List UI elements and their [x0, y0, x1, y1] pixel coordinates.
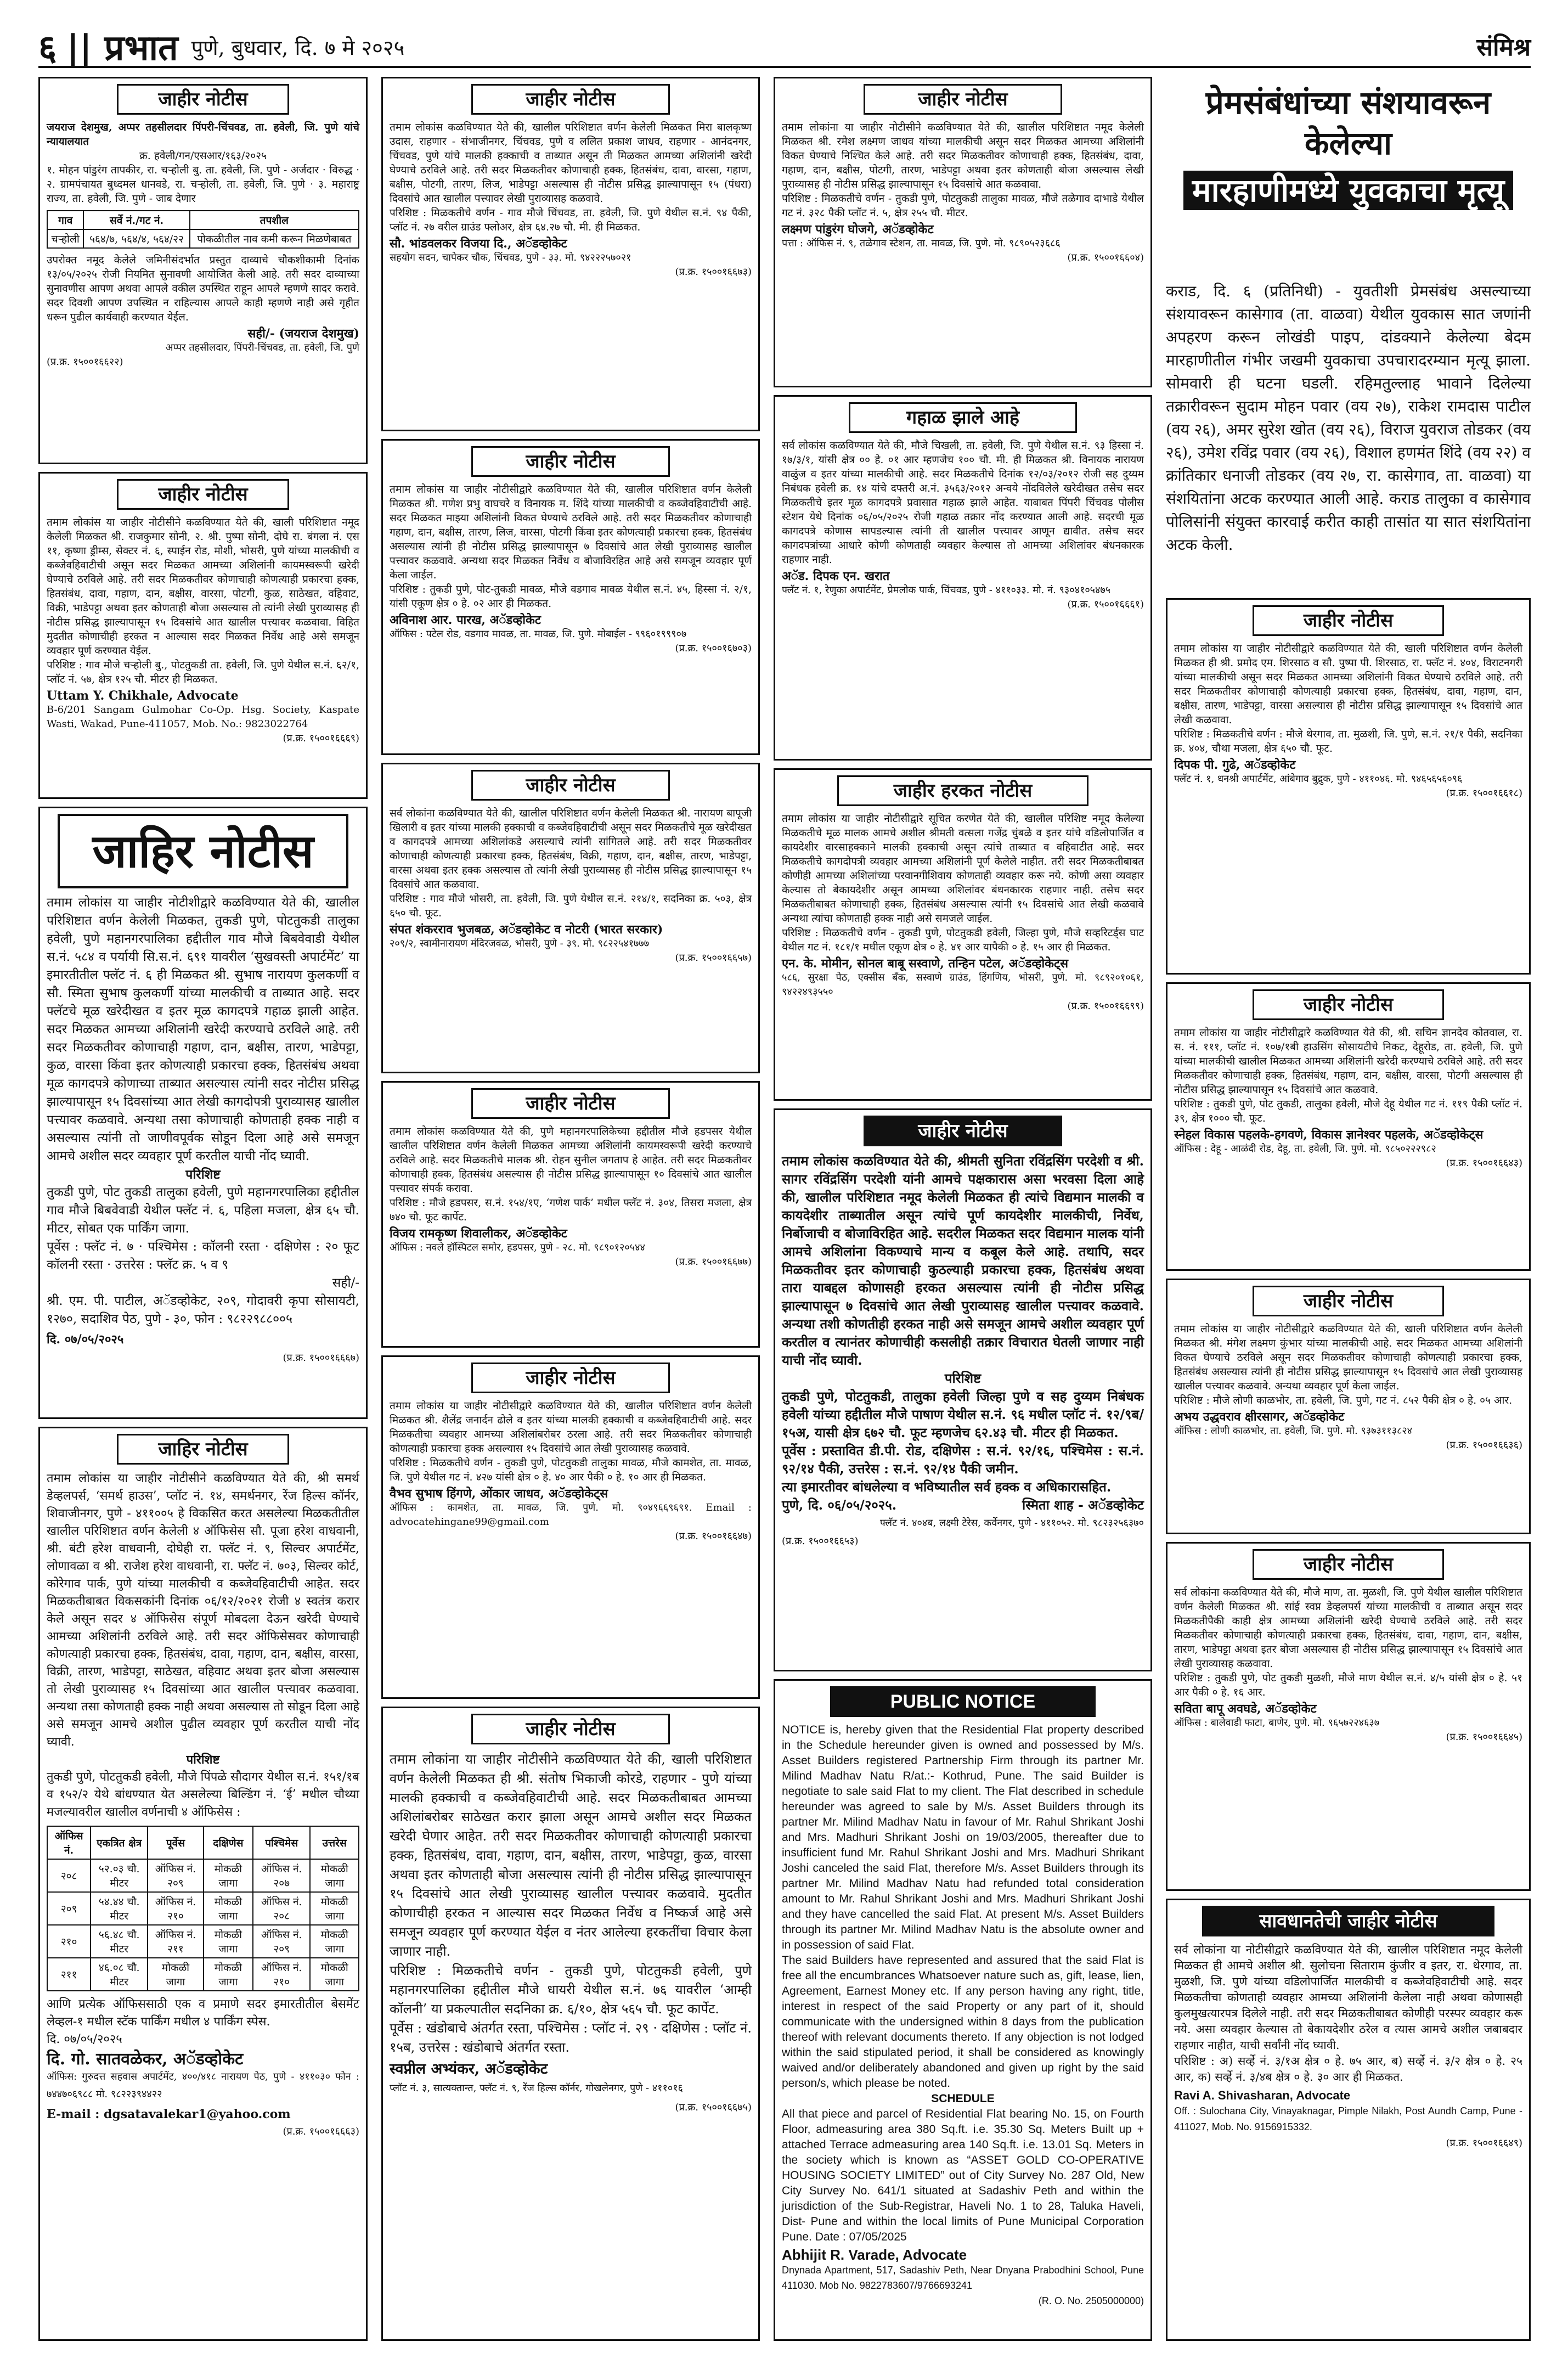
table-row: [47, 1892, 359, 1925]
schedule-text: परिशिष्ट : मिळकतीचे वर्णन - तुकडी पुणे, पोटतुकडी तालुका मावळ, मौजे कामशेत, ता. मावळ, जि. पुणे येथील गट नं. ४२७ यांसी क्षेत्र ० हे. ४० आर पैकी ० हे. १० आर ही मिळकत.: [390, 1457, 752, 1483]
schedule-text: परिशिष्ट : मौजे हडपसर, स.नं. १५४/१ए, ‘गणेश पार्क’ मधील फ्लॅट नं. ३०४, तिसरा मजला, क्षेत्र ७४० चौ. फूट कार्पेट.: [390, 1197, 752, 1223]
notice-place: पुणे,: [782, 1497, 804, 1513]
notice-body: [383, 119, 758, 280]
schedule-text: परिशिष्ट : मिळकतीचे वर्णन - तुकडी पुणे, पोटतुकडी तालुका मावळ, मौजे तळेगाव दाभाडे येथील गट नं. ३२८ पैकी प्लॉट नं. ५, क्षेत्र २५५ चौ. मीटर.: [782, 193, 1144, 219]
advocate-address: ऑफिस : बालेवाडी फाटा, बाणेर, पुणे. मो. ९६५७२२४६३७: [1174, 1717, 1380, 1729]
notice-paragraph: तमाम लोकांस या जाहीर नोटीसीद्वारे कळविण्यात येते की, श्री. सचिन ज्ञानदेव कोतवाल, रा. स. नं. १११, प्लॉट नं. १०७/१बी हाउसिंग सोसायटीचे निकट, देहूरोड, ता. हवेली, जि. पुणे यांच्या मालकीची खालील मिळकत आमच्या अशिलांनी खरेदी करण्याचे ठरविले आहे. तरी सदर मिळकतीवर कोणाचाही हक्क, हितसंबंध, गहाण, दान, बक्षीस, वारसा, पोटगी असल्यास ही नोटीस प्रसिद्ध झाल्यापासून १५ दिवसांचे आत कळवावे.: [1174, 1027, 1522, 1096]
notice-paragraph: तमाम लोकांस या जाहीर नोटीसीद्वारे कळविण्यात येते की, खाली परिशिष्टात वर्णन केलेली मिळकत ही श्री. प्रमोद एम. शिरसाठ व सौ. पुष्पा पी. शिरसाठ, रा. फ्लॅट नं. ४०४, विराटनगरी यांच्या मालकीची असून सदर मिळकत आमच्या अशिलांनी विकत घेण्याचे ठरविले आहे. तरी सदर मिळकतीवर कोणाचाही कोणत्याही प्रकारचा हक्क, हितसंबंध, दावा, गहाण, दान, बक्षीस, तारण, भाडेपट्टा, वारसा असल्यास ही नोटीस प्रसिद्ध झाल्यापासून १५ दिवसांचे आत लेखी कळवावा.: [1174, 643, 1522, 726]
table-cell: ५६.४८ चौ. मीटर: [91, 1925, 148, 1958]
column-4: [1166, 77, 1531, 2337]
ref-number: (प्र.क्र. १५००१६६१८): [1446, 787, 1522, 799]
table-cell: २०८: [47, 1859, 91, 1892]
notice-bhosari: [381, 763, 760, 1073]
table-cell: पोकळीतील नाव कमी करून मिळणेबाबत: [190, 229, 359, 248]
schedule-text: परिशिष्ट : गाव मौजे चऱ्होली बु., पोटतुकडी ता. हवेली, जि. पुणे येथील स.नं. ६२/१, प्लॉट नं. ५७, क्षेत्र १२५ चौ. मीटर ही मिळकत.: [47, 659, 359, 685]
table-cell: मोकळी जागा: [204, 1958, 253, 1991]
notice-body: [40, 514, 366, 747]
notice-body: [40, 893, 366, 1368]
table-cell: २०९: [47, 1892, 91, 1925]
table-cell: मोकळी जागा: [204, 1925, 253, 1958]
notice-caution: [1166, 1899, 1531, 2341]
notice-dehu: [1166, 982, 1531, 1271]
schedule-title: SCHEDULE: [931, 2092, 995, 2105]
notice-paragraph: त्या इमारतीवर बांधलेल्या व भविष्यातील सर्व हक्क व अधिकारासहित.: [782, 1479, 1112, 1495]
ref-number: (प्र.क्र. १५००१६६७७): [675, 1256, 752, 1268]
notice-paragraph: सर्व लोकांना कळविण्यात येते की, खालील परिशिष्टात वर्णन केलेली मिळकत श्री. नारायण बापूजी खिलारी व इतर यांच्या मालकी हक्काची व कब्जेवहिवाटीची असून सदर मिळकतीचे मूळ खरेदीखत व कागदपत्रे आमच्या अशिलांकडे असल्याचे त्यांनी सांगितले आहे. तरी सदर मिळकतीवर कोणाचाही कोणत्याही प्रकारचा हक्क, हितसंबंध, विक्री, गहाण, दान, बक्षीस, तारण, भाडेपट्टा, वारसा अथवा इतर हक्क असल्यास तो त्यांनी लेखी पुराव्यासह ही नोटीस प्रसिद्ध झाल्यापासून १५ दिवसांचे आत कळवावा.: [390, 807, 752, 891]
notice-heading: जाहीर नोटीस: [471, 1714, 670, 1744]
column-1: [38, 77, 368, 2337]
schedule-text: परिशिष्ट : गाव मौजे भोसरी, ता. हवेली, जि. पुणे येथील स.नं. २१४/१, सदनिका क्र. ५०३, क्षेत्र ६५० चौ. फूट.: [390, 893, 752, 919]
advocate-address: ऑफिस : नवले हॉस्पिटल समोर, हडपसर, पुणे - २८. मो. ९८९०१२०५४४: [390, 1242, 645, 1253]
notice-paragraph: तमाम लोकांस या जाहीर नोटीसीद्वारे कळविण्यात येते की, खालील परिशिष्टात वर्णन केलेली मिळकत श्री. शैलेंद्र जनार्दन ढोले व इतर यांच्या मालकी हक्काची व कब्जेवहिवाटीची आहे. सदर मिळकतीचा व्यवहार आमच्या अशिलांबरोबर ठरला आहे. तरी सदर मिळकतीवर कोणाचाही कोणत्याही प्रकारचा हक्क असल्यास १५ दिवसांचे आत लेखी पुराव्यासह कळवावे.: [390, 1400, 752, 1455]
advocate-email: E-mail : dgsatavalekar1@yahoo.com: [47, 2107, 291, 2121]
notice-paragraph: तमाम लोकांना या जाहीर नोटीसीने कळविण्यात येते की, खाली परिशिष्टात वर्णन केलेली मिळकत ही श्री. संतोष भिकाजी कोरडे, राहणार - पुणे यांच्या मालकी हक्काची व कब्जेवहिवाटीची आहे. सदर मिळकतीबाबत आमच्या अशिलांबरोबर साठेखत करार झाला असून आमचे अशील सदर मिळकत खरेदी घेणार आहेत. तरी सदर मिळकतीवर कोणाचाही कोणत्याही प्रकारचा हक्क, हितसंबंध, दावा, गहाण, दान, बक्षीस, तारण, भाडेपट्टा, कुळ, वारसा अथवा इतर कोणताही बोजा असल्यास त्यांनी ही नोटीस प्रसिद्ध झाल्यापासून १५ दिवसांचे आत लेखी पुराव्यासह खालील पत्त्यावर कळवावे. मुदतीत कोणाचीही हरकत न आल्यास सदर मिळकत निर्वेध व निष्कर्ज आहे असे समजून व्यवहार पूर्ण करण्यात येईल व नंतर आलेल्या हरकतींचा विचार केला जाणार नाही.: [390, 1752, 752, 1959]
table-cell: मोकळी जागा: [310, 1859, 359, 1892]
notice-heading: जाहीर नोटीस: [117, 479, 290, 510]
boundaries: पूर्वेस : खंडोबाचे अंतर्गत रस्ता, पश्चिमेस : प्लॉट नं. २९ · दक्षिणेस : प्लॉट नं. १५ब, उत्तरेस : खंडोबाचे अंतर्गत रस्ता.: [390, 2020, 752, 2055]
advocate-address: फ्लॅट नं. १, रेणुका अपार्टमेंट, प्रेमलोक पार्क, चिंचवड, पुणे - ४११०३३. मो. नं. ९३०४१०५४७५: [782, 584, 1111, 596]
signature: सही/- (जयराज देशमुख): [247, 326, 359, 341]
schedule-title: परिशिष्ट: [944, 1370, 982, 1386]
notice-tehsildar: [38, 77, 368, 464]
advocate-address: फ्लॅट नं. ४०४ब, लक्ष्मी टेरेस, कर्वेनगर, पुणे - ४११०५२. मो. ९८२३२५६३७०: [879, 1517, 1144, 1529]
notice-place-date: [782, 1496, 896, 1514]
table-header: सर्वे नं./गट नं.: [83, 211, 189, 229]
signature: Abhijit R. Varade, Advocate: [782, 2247, 967, 2263]
signature: दि. गो. सातवळेकर, अॅडव्होकेट: [47, 2050, 244, 2069]
notice-heading: जाहीर नोटीस: [1253, 989, 1444, 1020]
advocate-address: प्लॉट नं. ३, सात्यक्तान्त, फ्लॅट नं. ९, रेंज हिल्स कॉर्नर, गोखलेनगर, पुणे - ४११०१६: [390, 2082, 683, 2094]
notice-paragraph: आणि प्रत्येक ऑफिससाठी एक व प्रमाणे सदर इमारतीतील बेसमेंट लेव्हल-१ मधील स्टॅक पार्किंग मधील ४ पार्किंग स्पेस.: [47, 1997, 359, 2029]
notice-bibwewadi-flat: [38, 807, 368, 1419]
table-cell: ऑफिस नं. २११: [148, 1925, 204, 1958]
advocate-address: ऑफिस : लोणी काळभोर, ता. हवेली, जि. पुणे. मो. ९३७३११३८२४: [1174, 1425, 1413, 1437]
table-cell: ऑफिस नं. २०७: [253, 1859, 310, 1892]
schedule-text: परिशिष्ट : तुकडी पुणे, पोट तुकडी, तालुका हवेली, मौजे देहू येथील गट नं. ११९ पैकी प्लॉट नं. ३९, क्षेत्र १००० चौ. फूट.: [1174, 1098, 1522, 1124]
boundaries: पूर्वेस : प्रस्तावित डी.पी. रोड, दक्षिणेस : स.नं. ९२/१६, पश्चिमेस : स.नं. ९२/१४ पैकी, उत्तरेस : स.नं. ९२/१४ पैकी जमीन.: [782, 1443, 1144, 1477]
ref-number: (प्र.क्र. १५००१६७०३): [675, 643, 752, 654]
signature: सविता बापू अवघडे, अॅडव्होकेट: [1174, 1702, 1317, 1716]
signature: स्मिता शाह - अॅडव्होकेट: [1022, 1497, 1144, 1513]
table-cell: ऑफिस नं. २०९: [148, 1859, 204, 1892]
table-cell: मोकळी जागा: [310, 1892, 359, 1925]
notice-chinchwad-plot: [381, 77, 760, 431]
notice-body: [775, 810, 1150, 1015]
notice-heading: जाहीर नोटीस: [471, 84, 670, 115]
notice-body: [383, 1749, 758, 2118]
notice-vadgaon-maval: [381, 439, 760, 755]
table-cell: ऑफिस नं. २०८: [253, 1892, 310, 1925]
table-cell: मोकळी जागा: [204, 1859, 253, 1892]
ref-number: (प्र.क्र. १५००१६६६३): [283, 2126, 359, 2137]
ref-number: (प्र.क्र. १५००१६६९९): [1067, 1000, 1144, 1012]
table-row: [47, 1925, 359, 1958]
table-cell: ५२.०३ चौ. मीटर: [91, 1859, 148, 1892]
column-3: [774, 77, 1152, 2337]
notice-body: [383, 1398, 758, 1545]
advocate-address: पत्ता : ऑफिस नं. ९, तळेगाव स्टेशन, ता. मावळ, जि. पुणे. मो. ९८९०५२३६८६: [782, 238, 1061, 249]
table-cell: ५६४/७, ५६४/४, ५६४/२२: [83, 229, 189, 248]
signature: विजय रामकृष्ण शिवालीकर, अॅडव्होकेट: [390, 1226, 567, 1241]
signature: Ravi A. Shivasharan, Advocate: [1174, 2088, 1351, 2102]
notice-heading: गहाळ झाले आहे: [849, 402, 1077, 433]
ref-number: (प्र.क्र. १५००१६६४५): [1446, 1731, 1522, 1743]
advocate-address: Dnynada Apartment, 517, Sadashiv Peth, Near Dnyana Prabodhini School, Pune 411030. Mob No. 9822783607/9766693241: [782, 2265, 1144, 2291]
notice-lost-documents: [774, 395, 1152, 761]
headline-line-1: प्रेमसंबंधांच्या संशयावरून केलेल्या: [1205, 84, 1491, 162]
schedule-text: परिशिष्ट : मिळकतीचे वर्णन : मौजे थेरगाव, ता. मुळशी, जि. पुणे, स.नं. २१/१ पैकी, सदनिका क्र. ४०४, चौथा मजला, क्षेत्र ६५० चौ. फूट.: [1174, 728, 1522, 755]
ref-number: (प्र.क्र. १५००१६६७३): [675, 266, 752, 278]
news-headline: [1166, 77, 1531, 263]
table-cell: ४६.०८ चौ. मीटर: [91, 1958, 148, 1991]
ref-number: (R. O. No. 2505000000): [1038, 2295, 1144, 2306]
property-table: [47, 210, 359, 249]
notice-paragraph: The said Builders have represented and assured that the said Flat is free all the encumbrances Whatsoever nature such as, gift, lease, lien, Agreement, Earnest Money etc. If any person having any right, title, interest in respect of the said Property or any part of it, should communicate with the undersigned within 8 days from the publication thereof with relevant documents thereto. If any objection is not lodged within the said stipulated period, it shall be considered as knowingly waived and/or deliberately abandoned and given up right by the said person/s, which please be noted.: [782, 1954, 1144, 2090]
schedule-text: परिशिष्ट : मिळकतीचे वर्णन - गाव मौजे चिंचवड, ता. हवेली, जि. पुणे येथील स.नं. ९४ पैकी, प्लॉट नं. २७ वरील ग्राउंड फ्लोअर, क्षेत्र ६४.२७ चौ. मी. ही मिळकत.: [390, 207, 752, 233]
notice-paragraph: तमाम लोकांना या जाहीर नोटीसीने कळविण्यात येते की, खालील परिशिष्टात नमूद केलेली मिळकत श्री. रमेश लक्ष्मण जाधव यांच्या मालकीची असून सदर मिळकत आमच्या अशिलांनी विकत घेण्याचे निश्चित केले आहे. तरी सदर मिळकतीवर कोणाचाही हक्क, हितसंबंध, दावा, गहाण, दान, बक्षीस, पोटगी, तारण, भाडेपट्टा अथवा इतर कोणताही बोजा असल्यास लेखी पुराव्यासह ही नोटीस प्रसिद्ध झाल्यापासून १५ दिवसांचे आत कळवावा.: [782, 121, 1144, 190]
boundaries: पूर्वेस : फ्लॅट नं. ७ · पश्चिमेस : कॉलनी रस्ता · दक्षिणेस : २० फूट कॉलनी रस्ता · उत्तरेस : फ्लॅट क्र. ५ व ९: [47, 1240, 359, 1272]
notice-body: [383, 1123, 758, 1270]
notice-paragraph: सर्व लोकांस कळविण्यात येते की, मौजे चिखली, ता. हवेली, जि. पुणे येथील स.नं. ९३ हिस्सा नं. १७/३/१, यांसी क्षेत्र ०० हे. ०१ आर म्हणजेच १०० चौ. मी. ही मिळकत श्री. विनायक नारायण वाळुंज व इतर यांच्या मालकीची आहे. सदर मिळकतीचे दिनांक १२/०३/२०१२ रोजी सह दुय्यम निबंधक हवेली क्र. १४ यांचे दफ्तरी अ.नं. ३५६३/२०१२ अन्वये नोंदविलेले खरेदीखत तसेच सदर मिळकतीचे इतर मूळ कागदपत्रे प्रवासात गहाळ झाले आहेत. याबाबत पिंपरी चिंचवड पोलीस स्टेशन येथे दिनांक ०६/०५/२०२५ रोजी गहाळ तक्रार नोंद करण्यात आली आहे. सदरची मूळ कागदपत्रे कोणास सापडल्यास त्यांनी ती खालील पत्त्यावर आणून द्यावीत. तसेच सदर कागदपत्रांच्या आधारे कोणी कोणताही व्यवहार केल्यास तो आमच्या अशिलांवर बंधनकारक राहणार नाही.: [782, 440, 1144, 566]
ref-number: (प्र.क्र. १५००१६६०४): [1067, 252, 1144, 263]
ref-number: (प्र.क्र. १५००१६६२२): [47, 356, 123, 368]
notice-paragraph: तमाम लोकांस या जाहीर नोटीशीद्वारे कळविण्यात येते की, खालील परिशिष्टात वर्णन केलेली मिळकत, तुकडी पुणे, पोटतुकडी तालुका हवेली, पुणे महानगरपालिका हद्दीतील गाव मौजे बिबवेवाडी येथील स.नं. ५८४ व पर्यायी सि.स.नं. ६९१ यावरील ‘सुखवस्ती अपार्टमेंट’ या इमारतीतील फ्लॅट नं. ६ ही मिळकत श्री. सुभाष नारायण कुलकर्णी व सौ. स्मिता सुभाष कुलकर्णी यांच्या मालकीची व ताब्यात आहे. सदर फ्लॅटचे मूळ खरेदीखत व इतर मूळ कागदपत्रे गहाळ झाली आहेत. सदर मिळकत आमच्या अशिलांनी खरेदी करण्याचे ठरविले आहे. तरी सदर मिळकतीवर कोणाचाही गहाण, दान, बक्षीस, तारण, भाडेपट्टा, कुळ, वारसा किंवा इतर कोणत्याही प्रकारचा हक्क, हितसंबंध अथवा मूळ कागदपत्रे कोणाच्या ताब्यात असल्यास त्यांनी सदर नोटीस प्रसिद्ध झाल्यापासून १५ दिवसांच्या आत लेखी कागदोपत्री पुराव्यासह खालील पत्त्यावर कळवावे. अन्यथा तसा कोणाचाही कोणताही हक्क नाही व असल्यास त्यांनी तो जाणीवपूर्वक सोडून दिला आहे असे समजून आमचे अशील सदर व्यवहार पूर्ण करतील याची नोंद घ्यावी.: [47, 896, 359, 1163]
schedule-text: परिशिष्ट : अ) सर्व्हे नं. ३/१अ क्षेत्र ० हे. ७५ आर, ब) सर्व्हे नं. ३/२ क्षेत्र ० हे. २५ आर, क) सर्व्हे नं. ३/४ब क्षेत्र ० हे. ३० आर ही मिळकत.: [1174, 2054, 1522, 2084]
signature: अभय उद्धवराव क्षीरसागर, अॅडव्होकेट: [1174, 1410, 1345, 1424]
ref-number: (प्र.क्र. १५००१६६६९): [283, 733, 359, 744]
notice-heading: जाहीर नोटीस: [471, 1363, 670, 1393]
table-header: उत्तरेस: [310, 1826, 359, 1859]
notice-date: दि. ०६/०५/२०२५.: [808, 1497, 897, 1513]
notice-body: [1167, 1941, 1529, 2152]
page-number: ६: [38, 27, 57, 69]
case-number: क्र. हवेली/गन/एसआर/१६३/२०२५: [139, 150, 267, 162]
column-2: [381, 77, 760, 2337]
advocate-address: ऑफिस : पटेल रोड, वडगाव मावळ, ता. मावळ, जि. पुणे. मोबाईल - ९९६०१९९९०७: [390, 628, 687, 640]
masthead: [38, 15, 1531, 68]
ref-number: (प्र.क्र. १५००१६६६७): [283, 1352, 359, 1364]
notice-body: [775, 1721, 1150, 2310]
schedule-text: परिशिष्ट : मिळकतीचे वर्णन - तुकडी पुणे, पोटतुकडी हवेली, पुणे महानगरपालिका हद्दीतील मौजे धायरी येथील स.नं. ७६ यावरील ‘आम्ही कॉलनी’ या प्रकल्पातील सदनिका क्र. ६/१०, क्षेत्र ५६५ चौ. फूट कार्पेट.: [390, 1963, 752, 2017]
schedule-text: तुकडी पुणे, पोटतुकडी, तालुका हवेली जिल्हा पुणे व सह दुय्यम निबंधक हवेली यांच्या हद्दीतील मौजे पाषाण येथील स.नं. ९६ मधील प्लॉट नं. १२/९ब/१५अ, यासी क्षेत्र ६७२ चौ. फूट म्हणजेच ६२.४३ चौ. मीटर ही मिळकत.: [782, 1388, 1144, 1440]
notice-thergaon: [1166, 598, 1531, 975]
signature: सही/-: [332, 1276, 359, 1290]
notice-heading: जाहीर नोटीस: [864, 1116, 1062, 1146]
notice-heading: जाहीर नोटीस: [864, 84, 1062, 115]
signature: स्नेहल विकास पहलके-हगवणे, विकास ज्ञानेश्वर पहलके, अॅडव्होकेट्स: [1174, 1128, 1484, 1142]
signature: अॅड. दिपक एन. खरात: [782, 569, 890, 583]
table-row: [47, 1859, 359, 1892]
signature: स्वप्नील अभ्यंकर, अॅडव्होकेट: [390, 2060, 548, 2078]
table-cell: मोकळी जागा: [148, 1958, 204, 1991]
table-header: एकत्रित क्षेत्र: [91, 1826, 148, 1859]
offices-table: [47, 1826, 359, 1991]
advocate-address: B-6/201 Sangam Gulmohar Co-Op. Hsg. Society, Kaspate Wasti, Wakad, Pune-411057, Mob. No.: 9823022764: [47, 704, 359, 730]
signature: सौ. भांडवलकर विजया दि., अॅडव्होकेट: [390, 237, 567, 251]
schedule-title: परिशिष्ट: [185, 1167, 221, 1182]
notice-body: [775, 437, 1150, 613]
notice-body: [383, 481, 758, 657]
notice-paragraph: तमाम लोकांस या जाहीर नोटीसीद्वारे सूचित करणेत येते की, खालील परिशिष्ट नमूद केलेल्या मिळकतीचे मूळ मालक आमचे अशील श्रीमती वत्सला गजेंद्र चुंबळे व इतर यांचे वडिलोपार्जित व कायदेशीर वारसाहक्काने मालकी हक्काची असून त्यांचे ताब्यात व वहिवाटीत आहे. सदर मिळकतीचे कागदोपत्री व्यवहार आमच्या अशिलांनी पूर्ण केलेले नाहीत. तरी सदर मिळकतीबाबत कोणीही आमच्या अशिलांच्या परवानगीशिवाय कोणताही व्यवहार करू नये. कोणी असा व्यवहार केल्यास तो बेकायदेशीर असून आमच्या अशिलांवर बंधनकारक राहणार नाही. तसेच सदर मिळकतीबाबत कोणाचाही हक्क, हितसंबंध असल्यास त्यांनी १५ दिवसांचे आत लेखी कळवावे अन्यथा त्यांचा कोणताही हक्क नाही असे समजले जाईल.: [782, 813, 1144, 925]
advocate-address: ऑफिस: गुरुदत्त सहवास अपार्टमेंट, ४००/४१८ नारायण पेठ, पुणे - ४११०३० फोन : ७४४७०६९८८ मो. ९८२२३९४४२२: [47, 2071, 359, 2100]
notice-paragraph: तमाम लोकांस कळविण्यात येते की, खालील परिशिष्टात वर्णन केलेली मिळकत मिरा बालकृष्ण उदास, राहणार - संभाजीनगर, चिंचवड, पुणे व ललित प्रकाश जाधव, राहणार - आनंदनगर, चिंचवड, पुणे यांचे मालकी हक्काची व ताब्यात असून ती मिळकत आमच्या अशिलांनी खरेदी घेण्याचे ठरविले आहे. तरी सदर मिळकतीवर कोणाचाही हक्क, हितसंबंध, दावा, वारसा, गहाण, बक्षीस, पोटगी, तारण, लिज, भाडेपट्टा असल्यास ही नोटीस प्रसिद्ध झाल्यापासून १५ (पंधरा) दिवसांचे आत खालील पत्त्यावर लेखी पुराव्यासह कळवावे.: [390, 121, 752, 205]
signature: Uttam Y. Chikhale, Advocate: [47, 689, 239, 703]
court-title: जयराज देशमुख, अप्पर तहसीलदार पिंपरी-चिंचवड, ता. हवेली, जि. पुणे यांचे न्यायालयात: [47, 121, 359, 148]
notice-body: [1167, 1321, 1529, 1454]
signature: अविनाश आर. पारख, अॅडव्होकेट: [390, 613, 541, 627]
notice-text: [40, 252, 366, 370]
schedule-text: All that piece and parcel of Residential Flat bearing No. 15, on Fourth Floor, admeasuring area 380 Sq.ft. i.e. 35.30 Sq. Meters Built up + attached Terrace admeasuring area 140 Sq.ft. i.e. 13.01 Sq. Meters in the society which is known as “ASSET GOLD CO-OPERATIVE HOUSING SOCIETY LIMITED” out of City Survey No. 287 Old, New City Survey No. 641/1 situated at Sadashiv Peth and within the jurisdiction of the Sub-Registrar, Haveli No. 1 to 28, Taluka Haveli, Dist- Pune and within the local limits of Pune Municipal Corporation Pune. Date : 07/05/2025: [782, 2108, 1144, 2243]
ref-number: (प्र.क्र. १५००१६६६१): [1067, 599, 1144, 610]
notice-uttam-chikhale: [38, 472, 368, 799]
notice-heading: जाहीर नोटीस: [471, 1088, 670, 1119]
table-cell: २११: [47, 1958, 91, 1991]
schedule-text: तुकडी पुणे, पोट तुकडी तालुका हवेली, पुणे महानगरपालिका हद्दीतील गाव मौजे बिबवेवाडी येथील फ्लॅट नं. ६, पहिला मजला, क्षेत्र ६५ चौ. मीटर, सोबत एक पार्किंग जागा.: [47, 1185, 359, 1236]
notice-body: [1167, 1024, 1529, 1172]
table-header: पश्चिमेस: [253, 1826, 310, 1859]
schedule-text: तुकडी पुणे, पोटतुकडी हवेली, मौजे पिंपळे सौदागर येथील स.नं. १५१/१ब व १५२/२ येथे बांधण्यात येत असलेल्या बिल्डिंग नं. ‘ई’ मधील चौथ्या मजल्यावरील खालील वर्णनाची ४ ऑफिसेस :: [47, 1770, 359, 1819]
notice-loni-kalbhor: [1166, 1279, 1531, 1534]
ref-number: (प्र.क्र. १५००१६६४३): [1446, 1157, 1522, 1169]
notice-heading: जाहीर नोटीस: [1253, 605, 1444, 636]
section-name: संमिश्र: [1476, 33, 1531, 61]
signature: एन. के. मोमीन, सोनल बाबू सस्वाणे, तन्हिन पटेल, अॅडव्होकेट्स: [782, 956, 1068, 971]
notice-paragraph: तमाम लोकांस या जाहीर नोटीसीद्वारे कळविण्यात येते की, खाली परिशिष्टात वर्णन केलेली मिळकत श्री. मंगेश लक्ष्मण कुंभार यांच्या मालकीची आहे. सदर मिळकत आमच्या अशिलांनी विकत घेण्याचे ठरविले असून सदर मिळकतीवर कोणाचाही कोणत्याही प्रकारचा हक्क, हितसंबंध असल्यास त्यांनी ही नोटीस प्रसिद्ध झाल्यापासून १५ दिवसांचे आत लेखी पुराव्यासह खालील पत्त्यावर कळवावे. अन्यथा व्यवहार पूर्ण केला जाईल.: [1174, 1323, 1522, 1392]
schedule-text: परिशिष्ट : मिळकतीचे वर्णन - तुकडी पुणे, पोटतुकडी हवेली, जिल्हा पुणे, मौजे सव्हरिटर्ड्स घाट येथील गट नं. १८१/१ मधील एकूण क्षेत्र ० हे. ४१ आर यापैकी ० हे. १५ आर ही मिळकत.: [782, 927, 1144, 953]
table-cell: मोकळी जागा: [310, 1958, 359, 1991]
notice-heading: जाहीर नोटीस: [1253, 1549, 1444, 1580]
table-cell: मोकळी जागा: [310, 1925, 359, 1958]
notice-body: [1167, 1584, 1529, 1746]
table-cell: २१०: [47, 1925, 91, 1958]
notice-paragraph: सर्व लोकांना कळविण्यात येते की, मौजे माण, ता. मुळशी, जि. पुणे येथील खालील परिशिष्टात वर्णन केलेली मिळकत श्री. सांई स्वप्न डेव्हलपर्स यांच्या मालकीची व ताब्यात असून सदर मिळकतीपैकी काही क्षेत्र आमच्या अशिलांनी खरेदी घेण्याचे ठरविले आहे. तरी सदर मिळकतीवर कोणाचाही कोणत्याही प्रकारचा हक्क, हितसंबंध, दावा, गहाण, दान, बक्षीस, तारण, भाडेपट्टा अथवा इतर बोजा असल्यास ही नोटीस प्रसिद्ध झाल्यापासून १५ दिवसांचे आत लेखी पुराव्यासह कळवावा.: [1174, 1586, 1522, 1670]
ref-number: (प्र.क्र. १५००१६६५७): [675, 952, 752, 964]
notice-body: [40, 1469, 366, 1822]
notice-body: [1167, 640, 1529, 802]
signature: संपत शंकरराव भुजबळ, अॅडव्होकेट व नोटरी (भारत सरकार): [390, 922, 663, 937]
notice-body: [383, 805, 758, 966]
notice-heading: PUBLIC NOTICE: [830, 1686, 1096, 1717]
notice-dhayari: [381, 1707, 760, 2341]
notice-paragraph: तमाम लोकांस या जाहीर नोटीसीद्वारे कळविण्यात येते की, खालील परिशिष्टात वर्णन केलेली मिळकत श्री. गणेश प्रभु वाघचरे व विनायक म. शिंदे यांच्या मालकीची व कब्जेवहिवाटीची आहे. सदर मिळकत माझ्या अशिलांनी विकत घेण्याचे ठरविले आहे. तरी सदर मिळकतीवर कोणाचाही गहाण, दान, बक्षीस, तारण, लिज, वारसा, पोटगी किंवा इतर कोणत्याही प्रकारचा हक्क, हितसंबंध असल्यास त्यांनी ही नोटीस प्रसिद्ध झाल्यापासून ७ दिवसांचे आत लेखी पुराव्यासह खालील पत्त्यावर कळवावे. अन्यथा सदर मिळकत निर्वेध व बोजाविरहित आहे असे समजून व्यवहार पूर्ण केला जाईल.: [390, 483, 752, 581]
notice-body: [775, 119, 1150, 266]
table-cell: ऑफिस नं. २०९: [253, 1925, 310, 1958]
notice-hadapsar: [381, 1081, 760, 1348]
table-header: दक्षिणेस: [204, 1826, 253, 1859]
notice-paragraph: तमाम लोकांस कळविण्यात येते की, पुणे महानगरपालिकेच्या हद्दीतील मौजे हडपसर येथील खालील परिशिष्टात वर्णन केलेली मिळकत आमच्या अशिलांनी कायमस्वरूपी खरेदी करण्याचे ठरविले आहे. सदर मिळकतीचे मालक श्री. रोहन सुनील जगताप हे आहेत. तरी सदर मिळकतीवर कोणाचाही हक्क, हितसंबंध असल्यास ही नोटीस प्रसिद्ध झाल्यापासून १० दिवसांचे आत खालील पत्त्यावर संपर्क करावा.: [390, 1125, 752, 1195]
table-header: गाव: [47, 211, 83, 229]
table-cell: ऑफिस नं. २१०: [253, 1958, 310, 1991]
newspaper-name: || प्रभात: [66, 27, 178, 69]
advocate-address: सहयोग सदन, चापेकर चौक, चिंचवड, पुणे - ३३. मो. ९४२२२५७०२१: [390, 252, 631, 263]
notice-body: [40, 119, 366, 207]
notice-footer: [40, 1995, 366, 2142]
notice-objection: [774, 768, 1152, 1101]
notice-talegaon: [774, 77, 1152, 387]
issue-date: पुणे, बुधवार, दि. ७ मे २०२५: [191, 36, 405, 60]
schedule-text: परिशिष्ट : तुकडी पुणे, पोट तुकडी मुळशी, मौजे माण येथील स.नं. ४/५ यांसी क्षेत्र ० हे. ५१ आर पैकी ० हे. १६ आर.: [1174, 1672, 1522, 1698]
table-cell: ऑफिस नं. २१०: [148, 1892, 204, 1925]
notice-pimple-saudagar-offices: [38, 1427, 368, 2341]
notice-heading: जाहीर नोटीस: [471, 446, 670, 477]
headline-line-2: मारहाणीमध्ये युवकाचा मृत्यू: [1183, 171, 1513, 210]
notice-paragraph: सर्व लोकांना या नोटीसीद्वारे कळविण्यात येते की, खालील परिशिष्टात नमूद केलेली मिळकत ही आमचे अशील श्री. सुलोचना सिताराम कुंजीर व इतर, रा. थेरगाव, ता. मुळशी, जि. पुणे यांच्या वडिलोपार्जित मालकीची व कब्जेवहिवाटीची आहे. सदर मिळकतीचा कोणताही व्यवहार आमच्या अशिलांनी केलेला नाही अथवा कोणासही कुलमुखत्यारपत्र दिलेले नाही. तरी सदर मिळकतीबाबत कोणीही परस्पर व्यवहार करू नये. असा व्यवहार केल्यास तो बेकायदेशीर ठरेल व त्यास आमचे अशील जबाबदार राहणार नाहीत, याची सर्वांनी नोंद घ्यावी.: [1174, 1943, 1522, 2052]
advocate-address: Off. : Sulochana City, Vinayaknagar, Pimple Nilakh, Post Aundh Camp, Pune - 411027, Mob. No. 9156915332.: [1174, 2105, 1522, 2132]
notice-heading: जाहीर नोटीस: [1253, 1286, 1444, 1316]
table-header: तपशील: [190, 211, 359, 229]
notice-body: [775, 1151, 1150, 1551]
notice-paragraph: तमाम लोकांस या जाहीर नोटीसीने कळविण्यात येते की, खाली परिशिष्टात नमूद केलेली मिळकत श्री. राजकुमार सोनी, २. श्री. पुष्पा सोनी, दोघे रा. बंगला नं. एस ११, कृष्णा ड्रीम्स, सेक्टर नं. ६, स्पाईन रोड, मोशी, भोसरी, पुणे यांच्या मालकीची व कब्जेवहिवाटीची असून सदर मिळकत आमच्या अशिलांनी कायमस्वरूपी खरेदी घेण्याचे ठरविले आहे. तरी सदर मिळकतीवर कोणाचाही कोणत्याही प्रकारचा हक्क, हितसंबंध, दावा, गहाण, दान, बक्षीस, वारसा, पोटगी, कुळ, साठेखत, वहिवाट, विक्री, भाडेपट्टा अथवा इतर कोणताही बोजा असल्यास तो त्यांनी लेखी पुराव्यासह ही नोटीस प्रसिद्ध झाल्यापासून १५ दिवसांचे आत खालील पत्त्यावर कळवावा. विहित मुदतीत कोणाचीही हरकत न आल्यास सदर मिळकत निर्वेध आहे असे समजून व्यवहार पूर्ण करण्यात येईल.: [47, 516, 359, 657]
notice-heading: जाहीर हरकत नोटीस: [837, 775, 1088, 806]
notice-paragraph: तमाम लोकांस कळविण्यात येते की, श्रीमती सुनिता रविंद्रसिंग परदेशी व श्री. सागर रविंद्रसिंग परदेशी यांनी आमचे पक्षकारास असा भरवसा दिला आहे की, खालील परिशिष्टात नमूद केलेली मिळकत ही त्यांचे विद्यमान मालकी व कायदेशीर ताब्यातील असून त्यांचे पूर्ण कायदेशीर मालकीची, निर्वेध, निर्बोजाची व बोजाविरहित आहे. सदरील मिळकत सदर विद्यमान मालक यांनी आमचे अशिलांना विकण्याचे मान्य व कबूल केले आहे. तथापि, सदर मिळकतीवर इतर कोणाचाही कुठल्याही प्रकारचा हक्क, हितसंबंध अथवा तारा याबद्दल कोणासही हरकत असल्यास त्यांनी ही नोटीस प्रसिद्ध झाल्यापासून ७ दिवसांचे आत लेखी पुराव्यासह खालील पत्त्यावर कळवावे. अन्यथा तशी कोणतीही हरकत नाही असे समजून आमचे अशील व्यवहार पूर्ण करतील व त्यानंतर कोणाचीही कसलीही तक्रार विचारात घेतली जाणार नाही याची नोंद घ्यावी.: [782, 1153, 1144, 1368]
news-story: कराड, दि. ६ (प्रतिनिधी) - युवतीशी प्रेमसंबंध असल्याच्या संशयावरून कासेगाव (ता. वाळवा) येथील युवकास सात जणांनी अपहरण करून लोखंडी पाइप, दांडक्याने केलेल्या बेदम मारहाणीतील गंभीर जखमी युवकाचा उपचारादरम्यान मृत्यू झाला. सोमवारी ही घटना घडली. रहिमतुल्लाह भावाने दिलेल्या तक्रारीवरून सुदाम मोहन पवार (वय २७), राकेश रामदास पाटील (वय २६), अमर सुरेश खोत (वय २६), विराज युवराज तोडकर (वय २६), उमेश रविंद्र पवार (वय २६), विशाल हणमंत शिंदे (वय २२) व क्रांतिकार धनाजी तोडकर (वय २७, रा. कासेगाव, ता. वाळवा) या संशयितांना अटक करण्यात आली आहे. कराड तालुका व कासेगाव पोलिसांनी संयुक्त कारवाई करीत काही तासांत या सात संशयितांना अटक केली.: [1166, 282, 1531, 554]
parties: १. मोहन पांडुरंग तापकीर, रा. चऱ्होली बु. ता. हवेली, जि. पुणे - अर्जदार · विरुद्ध · २. ग्रामपंचायत बुध्दमल धानवडे, रा. चऱ्होली, ता. हवेली, जि. पुणे · ३. महाराष्ट्र राज्य, ता. हवेली, जि. पुणे - जाब देणार: [47, 164, 359, 205]
table-row: [47, 1958, 359, 1991]
signature-row: [782, 1496, 1144, 1514]
notice-paragraph: उपरोक्त नमूद केलेले जमिनीसंदर्भात प्रस्तुत दाव्याचे चौकशीकामी दिनांक १३/०५/२०२५ रोजी नियमित सुनावणी आयोजित केली आहे. तरी सदर दाव्याच्या सुनावणीस आपण अथवा आपले वकील उपस्थित राहून आपले म्हणणे सादर करावे. सदर दिवशी आपण उपस्थित न राहिल्यास आपले काही म्हणणे नाही असे गृहीत धरून पुढील कार्यवाही करण्यात येईल.: [47, 254, 359, 323]
table-cell: मोकळी जागा: [204, 1892, 253, 1925]
notice-pashan: [774, 1108, 1152, 1671]
notice-maan: [1166, 1542, 1531, 1891]
schedule-text: परिशिष्ट : तुकडी पुणे, पोट-तुकडी मावळ, मौजे वडगाव मावळ येथील स.नं. ४५, हिस्सा नं. २/१, यांसी एकूण क्षेत्र ० हे. ०२ आर ही मिळकत.: [390, 583, 752, 610]
notice-date: दि. ०७/०५/२०२५: [47, 2033, 122, 2046]
notice-paragraph: तमाम लोकांस या जाहीर नोटीसीने कळविण्यात येते की, श्री समर्थ डेव्हलपर्स, ‘समर्थ हाउस’, प्लॉट नं. १४, समर्थनगर, रेंज हिल्स कॉर्नर, शिवाजीनगर, पुणे - ४११००५ हे विकसित करत असलेल्या मिळकतीतील खालील परिशिष्टात वर्णन केलेली ४ ऑफिसेस सौ. पूजा हरेश वाधवानी, श्री. बंटी हरेश वाधवानी, दोघेही रा. फ्लॅट नं. ९, सिल्वर अपार्टमेंट, लोणावळा व श्री. राजेश हरेश वाधवानी, रा. फ्लॅट नं. ७०३, सिल्वर कोर्ट, कोरेगाव पार्क, पुणे यांच्या मालकीची व कब्जेवहिवाटीची आहेत. सदर मिळकतीबाबत विकसकांनी दिनांक ०६/१२/२०२१ रोजी ४ स्वतंत्र करार केले असून सदर ४ ऑफिसेस संपूर्ण मोबदला देऊन खरेदी घेण्याचे आमच्या अशिलांनी ठरविले आहे. तरी सदर ऑफिसेसवर कोणाचाही कोणत्याही प्रकारचा हक्क, हितसंबंध, दावा, गहाण, दान, बक्षीस, वारसा, विक्री, तारण, भाडेपट्टा, साठेखत, वहिवाट अथवा इतर बोजा असल्यास तो लेखी पुराव्यासह १५ दिवसांच्या आत खालील पत्त्यावर कळवावा. अन्यथा तसा कोणताही हक्क नाही अथवा असल्यास तो सोडून दिला आहे असे समजून आमचे अशील पुढील व्यवहार पूर्ण करतील याची नोंद घ्यावी.: [47, 1472, 359, 1749]
table-header: पूर्वेस: [148, 1826, 204, 1859]
ref-number: (प्र.क्र. १५००१६६४९): [1446, 2137, 1522, 2149]
ref-number: (प्र.क्र. १५००१६६७५): [675, 2102, 752, 2113]
notice-paragraph: NOTICE is, hereby given that the Residential Flat property described in the Schedule hereunder given is owned and possessed by M/s. Asset Builders registered Partnership Firm through its partner Mr. Milind Madhav Natu R/at.:- Kothrud, Pune. The said Builder is negotiate to sale said Flat to my client. The Flat described in schedule hereunder was agreed to sale by M/s. Asset Builders through its partner Mr. Milind Madhav Natu in favour of Mr. Rahul Shrikant Joshi and Mrs. Madhuri Shrikant Joshi on 19/03/2005, thereafter due to insufficient fund Mr. Rahul Shrikant Joshi and Mrs. Madhuri Shrikant Joshi canceled the said Flat, therefore M/s. Asset Builders through its partner Mr. Milind Madhav Natu had refunded total consideration amount to Mr. Rahul Shrikant Joshi and Mrs. Madhuri Shrikant Joshi and they have cancelled the said Flat. At present M/s. Asset Builders through its partner Mr. Milind Madhav Natu is the absolute owner and in possession of said Flat.: [782, 1724, 1144, 1951]
advocate-name: श्री. एम. पी. पाटील, अॅडव्होकेट, २०९, गोदावरी कृपा सोसायटी, १२७०, सदाशिव पेठ, पुणे - ३०, फोन : ९८२२९८८००५: [47, 1294, 359, 1326]
ref-number: (प्र.क्र. १५००१६६५३): [782, 1535, 859, 1547]
table-header: ऑफिस नं.: [47, 1826, 91, 1859]
notice-heading: जाहीर नोटीस: [471, 770, 670, 801]
notice-public-english: [774, 1679, 1152, 2341]
advocate-address: ऑफिस : कामशेत, ता. मावळ, जि. पुणे. मो. ९०४९६६९६९१. Email : advocatehingane99@gmail.com: [390, 1502, 752, 1528]
notice-heading: जाहिर नोटीस: [117, 1434, 290, 1465]
signature: वैभव सुभाष हिंगणे, ओंकार जाधव, अॅडव्होकेट्स: [390, 1487, 608, 1501]
notice-heading: जाहिर नोटीस: [58, 814, 349, 888]
advocate-address: ५८६, सुरक्षा पेठ, एक्सीस बँक, सस्वाणे ग्राउंड, हिंगणिय, भोसरी, पुणे. मो. ९८९२०१०६१, ९४२२४९३५५०: [782, 972, 1144, 998]
table-cell: चऱ्होली: [47, 229, 83, 248]
signature: दिपक पी. गुढे, अॅडव्होकेट: [1174, 758, 1296, 772]
signatory-title: अप्पर तहसीलदार, पिंपरी-चिंचवड, ता. हवेली, जि. पुणे: [165, 342, 359, 353]
advocate-address: २०९/२, स्वामीनारायण मंदिरजवळ, भोसरी, पुणे - ३९. मो. ९८२२५४१७७७: [390, 938, 650, 949]
advocate-address: फ्लॅट नं. १, धनश्री अपार्टमेंट, आंबेगाव बुद्रुक, पुणे - ४११०४६. मो. ९४६५६५६०९६: [1174, 773, 1463, 785]
table-cell: ५४.४४ चौ. मीटर: [91, 1892, 148, 1925]
schedule-title: परिशिष्ट: [186, 1753, 220, 1767]
notice-date: दि. ०७/०५/२०२५: [47, 1332, 124, 1347]
ref-number: (प्र.क्र. १५००१६६३६): [1446, 1439, 1522, 1451]
ref-number: (प्र.क्र. १५००१६६४७): [675, 1530, 752, 1542]
notice-kamshet: [381, 1355, 760, 1699]
schedule-text: परिशिष्ट : मौजे लोणी काळभोर, ता. हवेली, जि. पुणे, गट नं. ८५२ पैकी क्षेत्र ० हे. ०५ आर.: [1174, 1394, 1513, 1406]
advocate-address: ऑफिस : देहू - आळंदी रोड, देहू, ता. हवेली, जि. पुणे. मो. ९८५०२२२९८२: [1174, 1143, 1436, 1155]
headline-line-2-wrap: [1166, 170, 1531, 211]
signature: लक्ष्मण पांडुरंग घोजगे, अॅडव्होकेट: [782, 222, 934, 237]
notice-heading: सावधानतेची जाहीर नोटीस: [1202, 1906, 1494, 1936]
notice-heading: जाहीर नोटीस: [117, 84, 290, 115]
